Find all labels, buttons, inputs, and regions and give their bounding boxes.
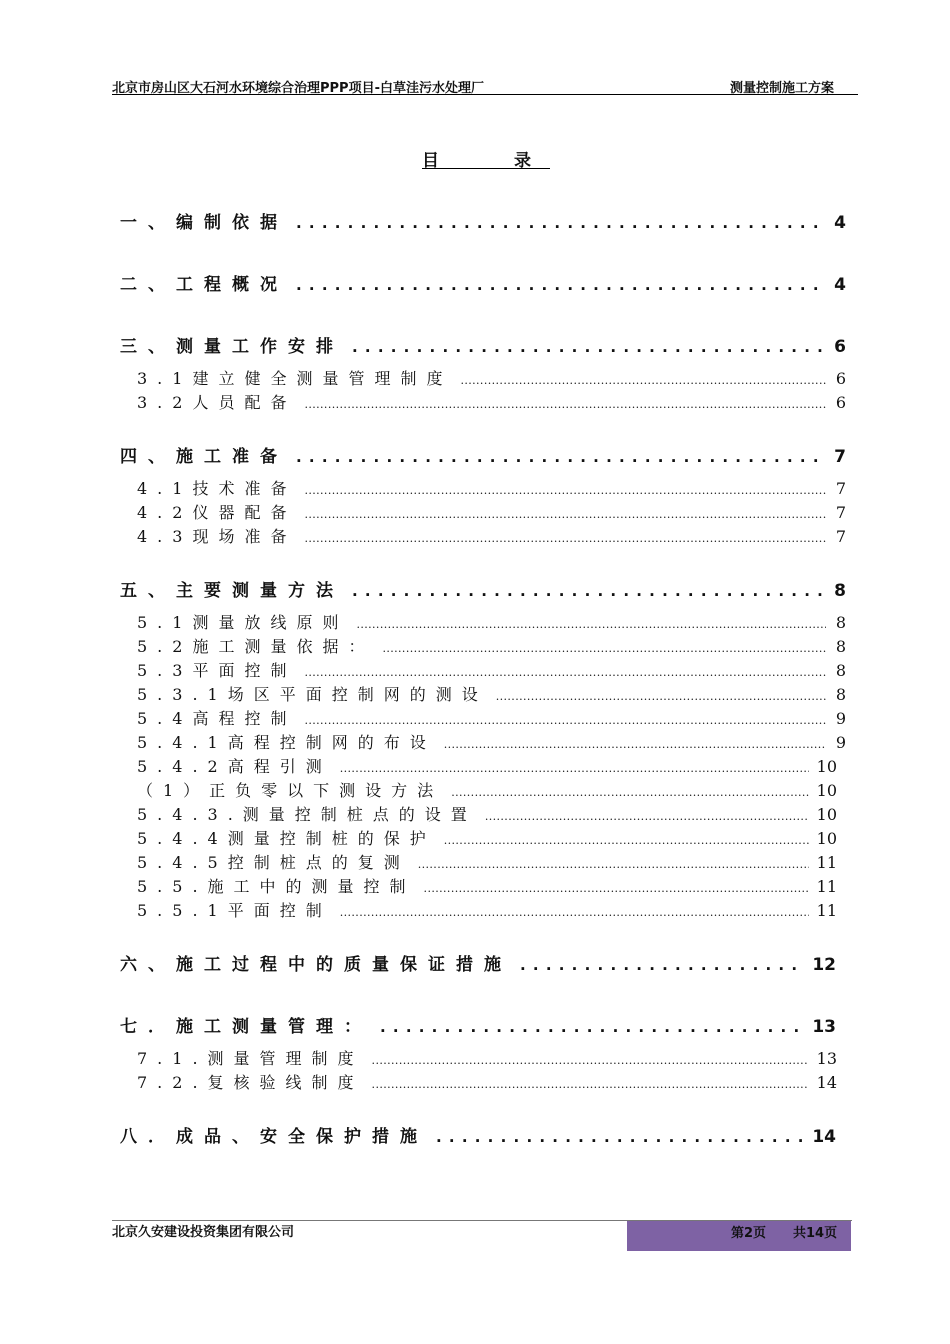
toc-entry-page: 13 bbox=[816, 1049, 837, 1068]
toc-entry-label: 5.4.4测量控制桩的保护 bbox=[137, 829, 436, 848]
toc-entry-page: 7 bbox=[835, 503, 846, 522]
toc-entry-label: 5.4高程控制 bbox=[137, 709, 297, 728]
toc-entry-label: 4.3现场准备 bbox=[137, 527, 297, 546]
toc-entry-page: 10 bbox=[816, 781, 837, 800]
toc-subentry[interactable] bbox=[137, 610, 846, 632]
toc-subentry[interactable] bbox=[137, 706, 846, 728]
total-pages-label: 共14页 bbox=[793, 1226, 838, 1241]
toc-entry[interactable] bbox=[120, 332, 846, 356]
footer-page-indicator bbox=[627, 1221, 851, 1251]
toc-entry-label: 5.3.1场区平面控制网的测设 bbox=[137, 685, 488, 704]
toc-entry-page: 10 bbox=[816, 829, 837, 848]
toc-entry-label: 4.2仪器配备 bbox=[137, 503, 297, 522]
toc-subentry[interactable] bbox=[137, 682, 846, 704]
toc-leader-dots bbox=[304, 393, 826, 412]
toc-heading bbox=[422, 144, 550, 169]
toc-leader-dots bbox=[382, 637, 826, 656]
toc-entry-page: 11 bbox=[816, 901, 837, 920]
toc-entry[interactable] bbox=[120, 442, 846, 466]
toc-entry-label: 四、施工准备 bbox=[120, 447, 288, 467]
toc-leader-dots bbox=[304, 479, 826, 498]
page-footer bbox=[112, 1220, 852, 1251]
header-document-type: 测量控制施工方案 bbox=[729, 81, 834, 96]
toc-entry[interactable] bbox=[120, 576, 846, 600]
toc-leader-dots bbox=[444, 733, 826, 752]
toc-entry-label: 5.4.5控制桩点的复测 bbox=[137, 853, 410, 872]
toc-leader-dots bbox=[520, 955, 804, 975]
toc-entry-page: 14 bbox=[812, 1127, 836, 1147]
toc-leader-dots bbox=[372, 1073, 809, 1092]
toc-subentry[interactable] bbox=[137, 802, 837, 824]
toc-leader-dots bbox=[356, 613, 826, 632]
toc-entry-label: 7.2.复核验线制度 bbox=[137, 1073, 364, 1092]
toc-subentry[interactable] bbox=[137, 874, 837, 896]
toc-entry-label: 3.1建立健全测量管理制度 bbox=[137, 369, 453, 388]
toc-entry-label: 3.2人员配备 bbox=[137, 393, 297, 412]
page-header bbox=[112, 76, 858, 95]
toc-subentry[interactable] bbox=[137, 500, 846, 522]
toc-heading-char-1: 目 bbox=[422, 151, 439, 171]
toc-entry-page: 6 bbox=[835, 393, 846, 412]
toc-entry-label: 4.1技术准备 bbox=[137, 479, 297, 498]
toc-entry-label: 三、测量工作安排 bbox=[120, 337, 344, 357]
toc-entry-label: 二、工程概况 bbox=[120, 275, 288, 295]
toc-heading-char-2: 录 bbox=[514, 151, 531, 171]
toc-entry-page: 7 bbox=[835, 479, 846, 498]
toc-subentry[interactable] bbox=[137, 898, 837, 920]
toc-entry-page: 11 bbox=[816, 877, 837, 896]
toc-subentry[interactable] bbox=[137, 850, 837, 872]
toc-subentry[interactable] bbox=[137, 476, 846, 498]
toc-entry-page: 8 bbox=[834, 581, 846, 601]
toc-leader-dots bbox=[418, 853, 809, 872]
toc-leader-dots bbox=[352, 337, 826, 357]
toc-subentry[interactable] bbox=[137, 658, 846, 680]
toc-leader-dots bbox=[296, 447, 826, 467]
toc-entry[interactable] bbox=[120, 950, 836, 974]
toc-leader-dots bbox=[460, 369, 826, 388]
toc-leader-dots bbox=[296, 275, 826, 295]
toc-subentry[interactable] bbox=[137, 366, 846, 388]
toc-subentry[interactable] bbox=[137, 730, 846, 752]
toc-leader-dots bbox=[496, 685, 826, 704]
toc-subentry[interactable] bbox=[137, 634, 846, 656]
toc-entry-label: 7.1.测量管理制度 bbox=[137, 1049, 364, 1068]
toc-entry-page: 8 bbox=[835, 661, 846, 680]
toc-entry[interactable] bbox=[120, 208, 846, 232]
toc-entry-label: 5.5.1平面控制 bbox=[137, 901, 332, 920]
toc-leader-dots bbox=[340, 901, 809, 920]
toc-subentry[interactable] bbox=[137, 1070, 837, 1092]
toc-entry-label: 5.4.2高程引测 bbox=[137, 757, 332, 776]
toc-entry-label: 5.4.1高程控制网的布设 bbox=[137, 733, 436, 752]
toc-entry-label: （1）正负零以下测设方法 bbox=[137, 781, 444, 800]
toc-entry-label: 5.1测量放线原则 bbox=[137, 613, 349, 632]
toc-entry-label: 5.5.施工中的测量控制 bbox=[137, 877, 416, 896]
header-project-title: 北京市房山区大石河水环境综合治理PPP项目-白草洼污水处理厂 bbox=[112, 81, 484, 96]
toc-leader-dots bbox=[340, 757, 809, 776]
toc-leader-dots bbox=[304, 661, 826, 680]
toc-entry-page: 10 bbox=[816, 757, 837, 776]
toc-entry-page: 8 bbox=[835, 637, 846, 656]
toc-entry-page: 7 bbox=[834, 447, 846, 467]
toc-entry-page: 4 bbox=[834, 275, 846, 295]
toc-leader-dots bbox=[304, 503, 826, 522]
toc-entry-page: 14 bbox=[816, 1073, 837, 1092]
footer-company-name: 北京久安建设投资集团有限公司 bbox=[112, 1225, 295, 1240]
toc-entry[interactable] bbox=[120, 1012, 836, 1036]
toc-leader-dots bbox=[296, 213, 826, 233]
toc-leader-dots bbox=[444, 829, 809, 848]
toc-entry-label: 一、编制依据 bbox=[120, 213, 288, 233]
toc-subentry[interactable] bbox=[137, 1046, 837, 1068]
toc-subentry[interactable] bbox=[137, 778, 837, 800]
toc-leader-dots bbox=[485, 805, 809, 824]
toc-leader-dots bbox=[380, 1017, 804, 1037]
toc-entry-label: 五、主要测量方法 bbox=[120, 581, 344, 601]
toc-leader-dots bbox=[436, 1127, 804, 1147]
toc-entry-page: 4 bbox=[834, 213, 846, 233]
toc-subentry[interactable] bbox=[137, 390, 846, 412]
toc-leader-dots bbox=[352, 581, 826, 601]
toc-subentry[interactable] bbox=[137, 826, 837, 848]
current-page-label: 第2页 bbox=[731, 1226, 767, 1241]
toc-entry-label: 七．施工测量管理： bbox=[120, 1017, 372, 1037]
toc-entry-page: 10 bbox=[816, 805, 837, 824]
toc-entry-page: 8 bbox=[835, 685, 846, 704]
toc-entry-page: 9 bbox=[835, 709, 846, 728]
toc-entry[interactable] bbox=[120, 1122, 836, 1146]
toc-entry-label: 5.2施工测量依据： bbox=[137, 637, 375, 656]
toc-entry-page: 11 bbox=[816, 853, 837, 872]
toc-entry-page: 8 bbox=[835, 613, 846, 632]
toc-entry[interactable] bbox=[120, 270, 846, 294]
toc-entry-page: 12 bbox=[812, 955, 836, 975]
toc-subentry[interactable] bbox=[137, 524, 846, 546]
toc-leader-dots bbox=[424, 877, 809, 896]
toc-entry-page: 6 bbox=[835, 369, 846, 388]
toc-entry-label: 5.3平面控制 bbox=[137, 661, 297, 680]
toc-entry-label: 六、施工过程中的质量保证措施 bbox=[120, 955, 512, 975]
toc-entry-label: 5.4.3.测量控制桩点的设置 bbox=[137, 805, 477, 824]
toc-entry-label: 八．成品、安全保护措施 bbox=[120, 1127, 428, 1147]
toc-subentry[interactable] bbox=[137, 754, 837, 776]
toc-leader-dots bbox=[372, 1049, 809, 1068]
toc-leader-dots bbox=[304, 527, 826, 546]
toc-leader-dots bbox=[304, 709, 826, 728]
toc-entry-page: 9 bbox=[835, 733, 846, 752]
toc-leader-dots bbox=[451, 781, 808, 800]
toc-entry-page: 7 bbox=[835, 527, 846, 546]
toc-entry-page: 6 bbox=[834, 337, 846, 357]
toc-entry-page: 13 bbox=[812, 1017, 836, 1037]
